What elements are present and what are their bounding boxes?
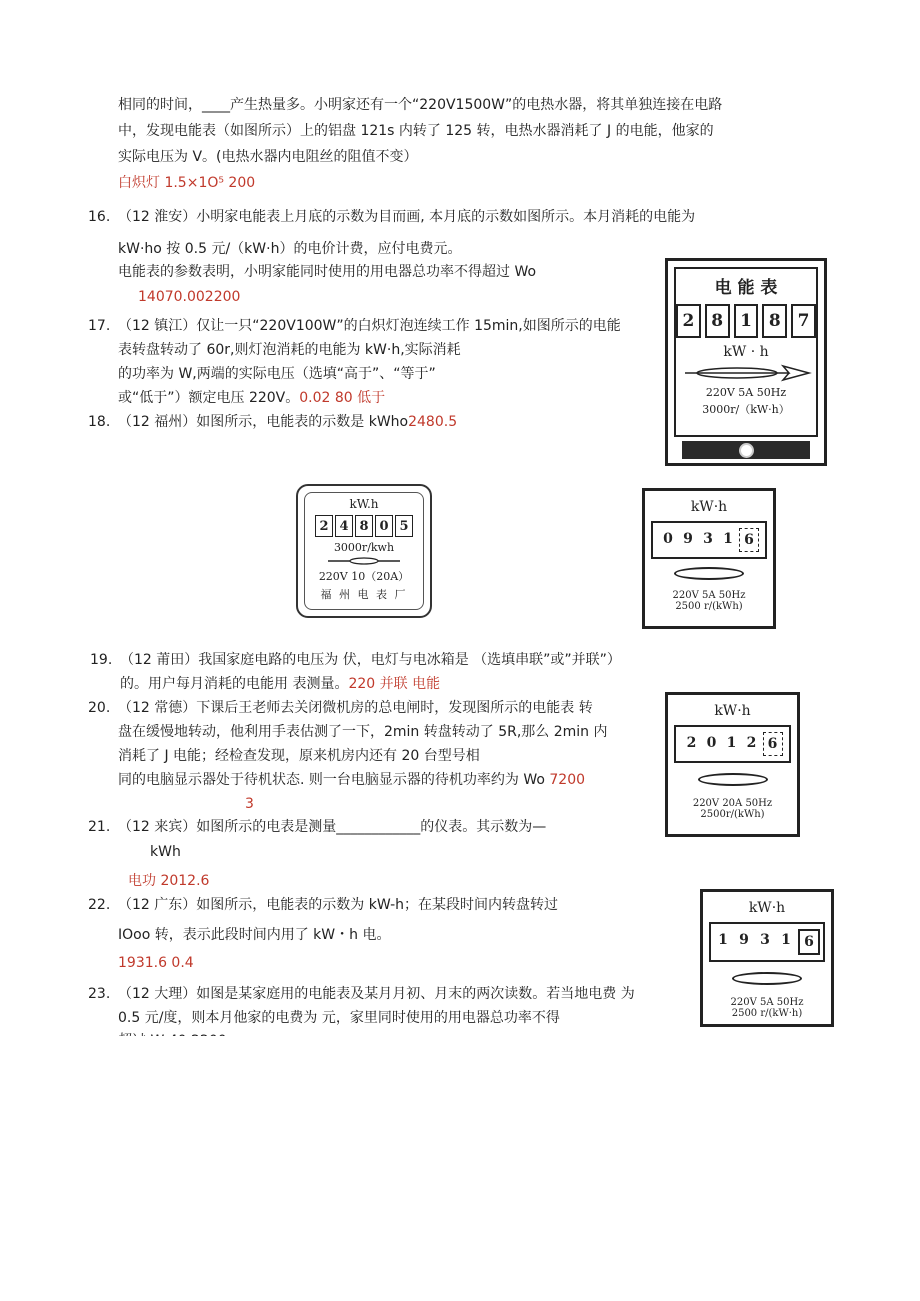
text-line: 相同的时间，____产生热量多。小明家还有一个“220V1500W”的电热水器，将其单独连接在电路 bbox=[118, 97, 723, 113]
meter-digit: 9 bbox=[735, 929, 753, 951]
meter-digit: 0 bbox=[703, 732, 721, 754]
electric-meter-4 bbox=[665, 692, 800, 837]
meter-digit: 2 bbox=[683, 732, 701, 754]
meter-digit-frame bbox=[674, 725, 791, 763]
question-number: 19. bbox=[90, 652, 113, 668]
question-number: 21. bbox=[88, 819, 111, 835]
meter-spec: 220V 5A 50Hz bbox=[705, 386, 787, 399]
meter-digit: 7 bbox=[791, 304, 816, 338]
meter-digit-frame bbox=[709, 922, 825, 962]
answer-text: 14070.002200 bbox=[138, 289, 241, 305]
meter-title: 电 能 表 bbox=[714, 278, 778, 298]
rotating-disk-icon bbox=[674, 567, 744, 580]
electric-meter-1 bbox=[665, 258, 827, 466]
meter-revolutions: 2500r/(kWh) bbox=[700, 809, 765, 820]
meter-revolutions: 2500 r/(kWh) bbox=[675, 601, 743, 612]
question-text: kW·ho 按 0.5 元/（kW·h）的电价计费，应付电费元。 bbox=[118, 241, 462, 257]
question-text: （12 来宾）如图所示的电表是测量____________的仪表。其示数为— bbox=[118, 819, 547, 835]
answer-text: 3 bbox=[245, 796, 254, 812]
meter-digit: 2 bbox=[743, 732, 761, 754]
answer-text: 0.02 80 低于 bbox=[299, 390, 386, 406]
rotating-disk-arrow-icon bbox=[679, 362, 813, 384]
blank-page-area bbox=[0, 1036, 920, 1301]
meter-digit: 8 bbox=[355, 515, 373, 537]
meter-digit: 5 bbox=[395, 515, 413, 537]
question-text-part: 或“低于”）额定电压 220V。 bbox=[118, 390, 300, 406]
meter-revolutions: 3000r/kwh bbox=[333, 541, 395, 554]
meter-unit: kW·h bbox=[690, 499, 728, 515]
meter-digit: 8 bbox=[705, 304, 730, 338]
question-text: （12 莆田）我国家庭电路的电压为 伏，电灯与电冰箱是 （选填串联”或”并联”） bbox=[120, 652, 621, 668]
question-text: （12 淮安）小明家电能表上月底的示数为目而画, 本月底的示数如图所示。本月消耗的电能为 bbox=[118, 209, 696, 225]
answer-text: 2480.5 bbox=[408, 414, 458, 430]
rotating-disk-icon bbox=[732, 972, 802, 985]
meter-digit-frame bbox=[651, 521, 767, 559]
meter-digit: 1 bbox=[719, 528, 737, 550]
question-text-part: 的。用户每月消耗的电能用 表测量。 bbox=[120, 676, 349, 692]
question-text: （12 常德）下课后王老师去关闭微机房的总电闸时，发现图所示的电能表 转 bbox=[118, 700, 593, 716]
meter-digit: 1 bbox=[777, 929, 795, 951]
answer-text: 7200 bbox=[549, 772, 586, 788]
meter-digit: 3 bbox=[699, 528, 717, 550]
question-number: 22. bbox=[88, 897, 111, 913]
answer-text: 220 并联 电能 bbox=[348, 676, 441, 692]
question-text-part: （12 福州）如图所示，电能表的示数是 kWho bbox=[118, 414, 409, 430]
meter-digits bbox=[676, 304, 816, 338]
screw-icon bbox=[739, 443, 754, 458]
meter-digit: 2 bbox=[676, 304, 701, 338]
meter-digit: 3 bbox=[756, 929, 774, 951]
electric-meter-3 bbox=[642, 488, 776, 629]
meter-unit: kW · h bbox=[723, 344, 769, 360]
meter-digit: 6 bbox=[798, 929, 820, 955]
meter-spec: 220V 5A 50Hz bbox=[672, 590, 746, 601]
meter-digit: 6 bbox=[763, 732, 783, 756]
question-text: （12 镇江）仅让一只“220V100W”的白炽灯泡连续工作 15min,如图所示的电能 bbox=[118, 318, 621, 334]
question-text bbox=[120, 674, 440, 694]
meter-digits bbox=[653, 528, 765, 552]
rotating-disk-icon bbox=[698, 773, 768, 786]
question-text bbox=[118, 412, 457, 432]
text-line: 中，发现电能表（如图所示）上的铝盘 121s 内转了 125 转，电热水器消耗了 J 的电能，他家的 bbox=[118, 123, 714, 139]
meter-maker: 福 州 电 表 厂 bbox=[320, 588, 408, 601]
meter-spec: 220V 5A 50Hz bbox=[730, 997, 804, 1008]
question-text: 电能表的参数表明，小明家能同时使用的用电器总功率不得超过 Wo bbox=[118, 264, 537, 280]
meter-digits bbox=[305, 515, 423, 537]
meter-base bbox=[682, 441, 810, 459]
question-text: 消耗了 J 电能；经检查发现，原来机房内还有 20 台型号相 bbox=[118, 748, 480, 764]
question-text-part: 同的电脑显示器处于待机状态. 则一台电脑显示器的待机功率约为 Wo bbox=[118, 772, 545, 788]
meter-spec: 220V 10（20A） bbox=[318, 570, 410, 583]
meter-unit: kW·h bbox=[748, 900, 786, 916]
question-text: 的功率为 W,两端的实际电压（选填“高于”、“等于” bbox=[118, 366, 436, 382]
answer-text: 白炽灯 1.5×1O⁵ 200 bbox=[118, 175, 256, 191]
answer-text: 电功 2012.6 bbox=[128, 873, 210, 889]
question-number: 16. bbox=[88, 209, 111, 225]
question-text: kWh bbox=[150, 844, 181, 860]
question-number: 18. bbox=[88, 414, 111, 430]
question-text: 盘在缓慢地转动，他利用手表估测了一下，2min 转盘转动了 5R,那么 2min 内 bbox=[118, 724, 608, 740]
meter-unit: kW.h bbox=[349, 497, 379, 511]
meter-digits bbox=[711, 929, 823, 955]
question-number: 23. bbox=[88, 986, 111, 1002]
meter-revolutions: 2500 r/(kW·h) bbox=[731, 1008, 803, 1019]
meter-digit: 6 bbox=[739, 528, 759, 552]
question-text bbox=[118, 770, 585, 790]
question-number: 17. bbox=[88, 318, 111, 334]
meter-digits bbox=[676, 732, 789, 756]
meter-revolutions: 3000r/（kW·h） bbox=[702, 403, 790, 416]
meter-digit: 8 bbox=[762, 304, 787, 338]
electric-meter-5 bbox=[700, 889, 834, 1027]
meter-digit: 9 bbox=[679, 528, 697, 550]
answer-text: 1931.6 0.4 bbox=[118, 955, 194, 971]
question-text: 表转盘转动了 60r,则灯泡消耗的电能为 kW·h,实际消耗 bbox=[118, 342, 461, 358]
rotating-disk-icon bbox=[324, 556, 404, 566]
question-text bbox=[118, 388, 385, 408]
meter-digit: 4 bbox=[335, 515, 353, 537]
meter-digit: 1 bbox=[723, 732, 741, 754]
question-text: IOoo 转，表示此段时间内用了 kW・h 电。 bbox=[118, 927, 391, 943]
text-line: 实际电压为 V。(电热水器内电阻丝的阻值不变） bbox=[118, 149, 418, 165]
meter-unit: kW·h bbox=[714, 703, 751, 719]
question-number: 20. bbox=[88, 700, 111, 716]
question-text: （12 大理）如图是某家庭用的电能表及某月月初、月末的两次读数。若当地电费 为 bbox=[118, 986, 635, 1002]
meter-digit: 1 bbox=[714, 929, 732, 951]
meter-digit: 2 bbox=[315, 515, 333, 537]
meter-digit: 0 bbox=[375, 515, 393, 537]
question-text: 0.5 元/度，则本月他家的电费为 元，家里同时使用的用电器总功率不得 bbox=[118, 1010, 560, 1026]
meter-digit: 0 bbox=[659, 528, 677, 550]
electric-meter-2 bbox=[296, 484, 432, 618]
question-text: （12 广东）如图所示，电能表的示数为 kW-h；在某段时间内转盘转过 bbox=[118, 897, 559, 913]
meter-spec: 220V 20A 50Hz bbox=[692, 798, 773, 809]
meter-digit: 1 bbox=[734, 304, 759, 338]
